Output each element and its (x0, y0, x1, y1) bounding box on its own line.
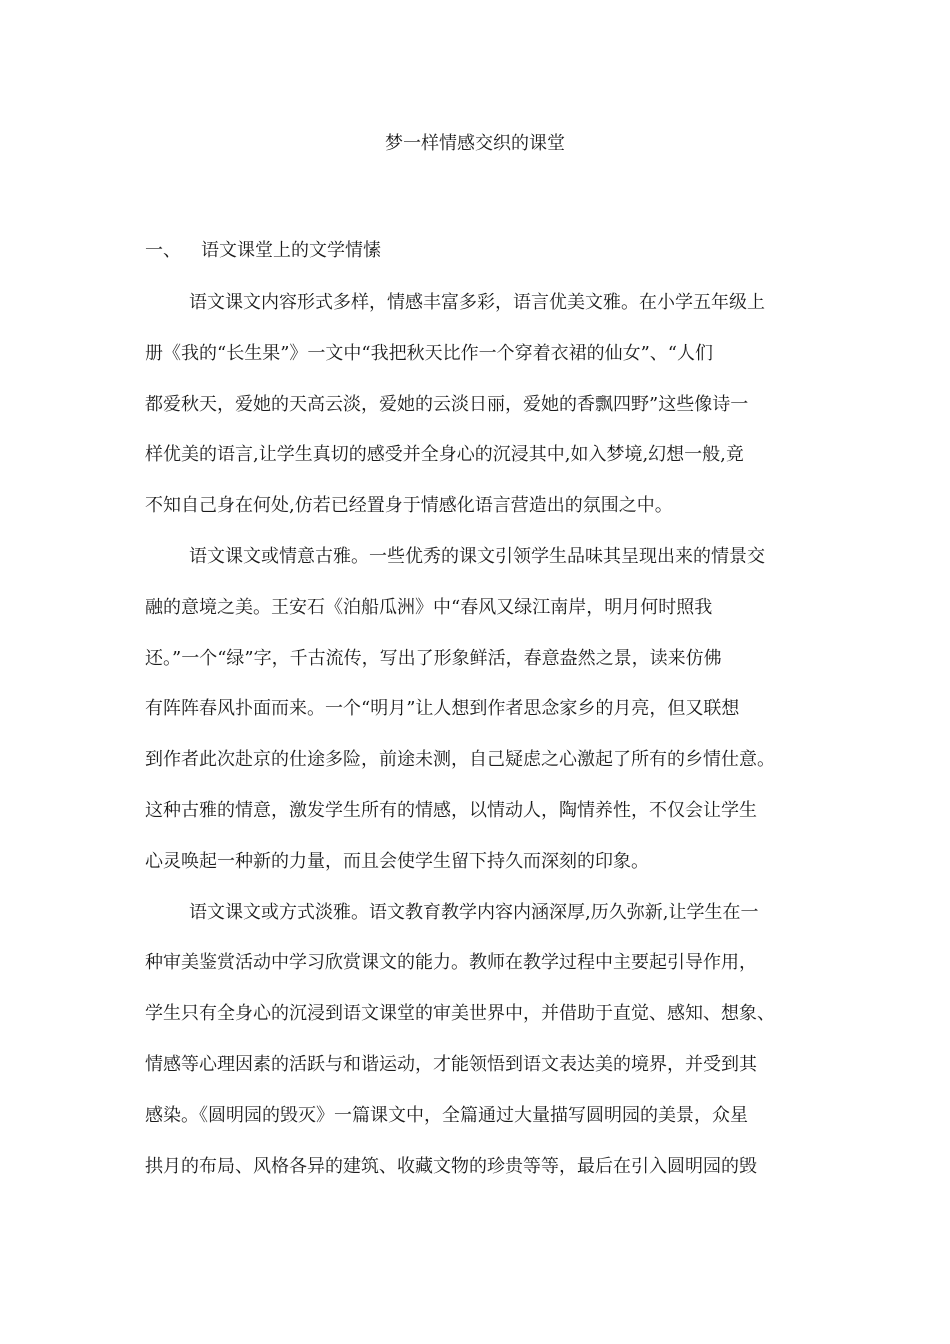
section-heading-text: 语文课堂上的文学情愫 (201, 240, 381, 261)
text-line: 融的意境之美。王安石《泊船瓜洲》中“春风又绿江南岸，明月何时照我 (145, 596, 713, 618)
text-line: 种审美鉴赏活动中学习欣赏课文的能力。教师在教学过程中主要起引导作用， (145, 952, 757, 974)
text-line: 情感等心理因素的活跃与和谐运动，才能领悟到语文表达美的境界，并受到其 (145, 1053, 757, 1075)
text-line: 语文课文内容形式多样，情感丰富多彩，语言优美文雅。在小学五年级上 (189, 292, 765, 313)
text-line: 还。”一个“绿”字，千古流传，写出了形象鲜活，春意盎然之景，读来仿佛 (145, 647, 722, 669)
text-line: 这种古雅的情意，激发学生所有的情感，以情动人，陶情养性，不仅会让学生 (145, 799, 757, 821)
text-line: 感染。《圆明园的毁灭》一篇课文中，全篇通过大量描写圆明园的美景，众星 (145, 1104, 748, 1126)
text-line: 语文课文或方式淡雅。语文教育教学内容内涵深厚,历久弥新,让学生在一 (189, 901, 759, 923)
text-line: 语文课文或情意古雅。一些优秀的课文引领学生品味其呈现出来的情景交 (189, 545, 765, 567)
text-line: 册《我的“长生果”》一文中“我把秋天比作一个穿着衣裙的仙女”、“人们 (145, 342, 714, 364)
section-heading (145, 238, 381, 264)
section-number: 一、 (145, 240, 181, 261)
text-line: 不知自己身在何处,仿若已经置身于情感化语言营造出的氛围之中。 (145, 495, 673, 517)
text-line: 拱月的布局、风格各异的建筑、收藏文物的珍贵等等，最后在引入圆明园的毁 (145, 1155, 757, 1177)
text-line: 有阵阵春风扑面而来。一个“明月”让人想到作者思念家乡的月亮，但又联想 (145, 698, 740, 720)
text-line: 心灵唤起一种新的力量，而且会使学生留下持久而深刻的印象。 (145, 850, 649, 872)
document-title: 梦一样情感交织的课堂 (385, 133, 565, 154)
text-line: 都爱秋天，爱她的天高云淡，爱她的云淡日丽，爱她的香飘四野”这些像诗一 (145, 393, 749, 415)
text-line: 到作者此次赴京的仕途多险，前途未测，自己疑虑之心激起了所有的乡情仕意。 (145, 749, 775, 771)
text-line: 学生只有全身心的沉浸到语文课堂的审美世界中，并借助于直觉、感知、想象、 (145, 1003, 775, 1025)
body-text (145, 288, 815, 1202)
text-line: 样优美的语言,让学生真切的感受并全身心的沉浸其中,如入梦境,幻想一般,竟 (145, 444, 744, 466)
